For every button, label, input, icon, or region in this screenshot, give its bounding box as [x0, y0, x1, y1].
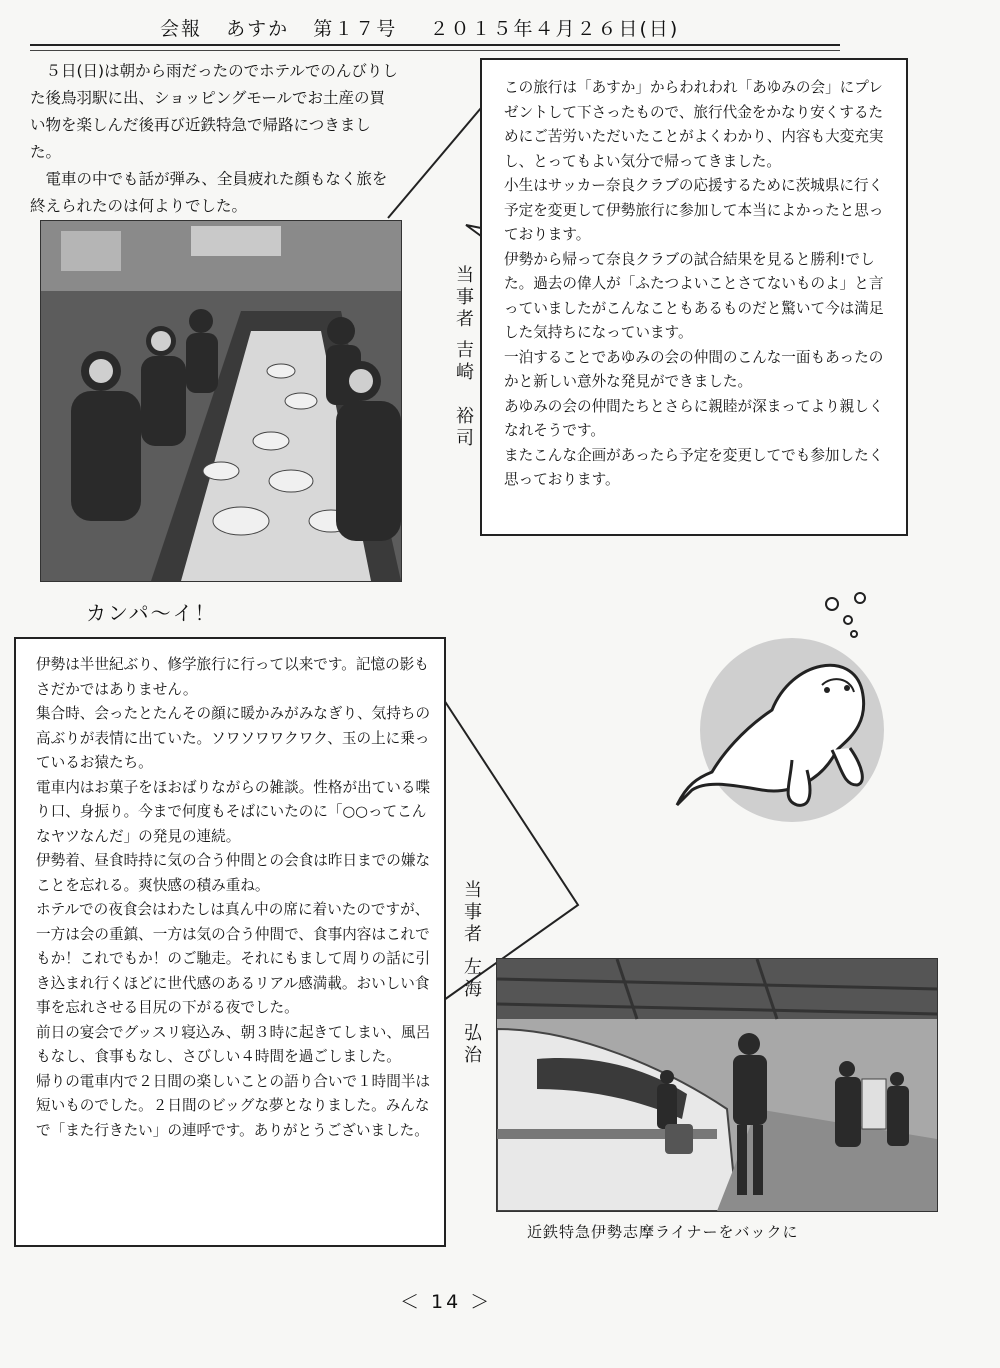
bubble-paragraph: 電車内はお菓子をほおばりながらの雑談。性格が出ている喋り口、身振り。今まで何度もそばにいたのに「○○ってこんなヤツなんだ」の発見の連続。 [36, 778, 431, 845]
photo-caption-train: 近鉄特急伊勢志摩ライナーをバックに [527, 1223, 799, 1241]
page-number: ＜ 14 ＞ [400, 1291, 493, 1313]
bubble-paragraph: 伊勢は半世紀ぶり、修学旅行に行って以来です。記憶の影もさだかではありません。 [36, 656, 429, 698]
bubble-paragraph: 前日の宴会でグッスリ寝込み、朝３時に起きてしまい、風呂もなし、食事もなし、さびしい４時間を過ごしました。 [36, 1023, 431, 1065]
dinner-party-photo [40, 220, 402, 582]
newsletter-name: 会報 [160, 18, 203, 40]
author-name: 左海 弘治 [461, 957, 482, 1067]
bubble-paragraph: 伊勢から帰って奈良クラブの試合結果を見ると勝利!でした。過去の偉人が「ふたつよいことさてないものよ」と言っていましたがこんなこともあるものだと驚いて今は満足した気持ちになっています。 [504, 250, 884, 341]
bubble-paragraph: またこんな企画があったら予定を変更してでも参加したく思っております。 [504, 446, 884, 488]
bubble-paragraph: 小生はサッカー奈良クラブの応援するために茨城県に行く予定を変更して伊勢旅行に参加して本当によかったと思っております。 [504, 177, 884, 243]
issue-date: ２０１５年４月２６日(日) [429, 18, 680, 40]
bubble-paragraph: 集合時、会ったとたんその顔に暖かみがみなぎり、気持ちの高ぶりが表情に出ていた。ソワソワワクワク、玉の上に乗っているお猿たち。 [36, 705, 431, 771]
speech-bubble-sakai [14, 637, 446, 1247]
bubble-paragraph: あゆみの会の仲間たちとさらに親睦が深まってより親しくなれそうです。 [504, 397, 884, 439]
bubble-paragraph: 一泊することであゆみの会の仲間のこんな一面もあったのかと新しい意外な発見ができました。 [504, 348, 884, 390]
bubble-paragraph: この旅行は「あすか」からわれわれ「あゆみの会」にプレゼントして下さったもので、旅行代金をかなり安くするためにご苦労いただいたことがよくわかり、内容も大変充実し、とってもよい気分で帰ってきました。 [504, 79, 884, 170]
author-role: 当事者 [453, 265, 474, 331]
issue-number: 第１７号 [313, 18, 398, 40]
train-station-photo [496, 958, 938, 1212]
bubble-paragraph: 帰りの電車内で２日間の楽しいことの語り合いで１時間半は短いものでした。２日間のビッグな夢となりました。みんなで「また行きたい」の連呼です。ありがとうございました。 [36, 1072, 431, 1139]
intro-paragraph: 電車の中でも話が弾み、全員疲れた顔もなく旅を終えられたのは何よりでした。 [30, 170, 388, 215]
bubble-paragraph: ホテルでの夜食会はわたしは真ん中の席に着いたのですが、一方は会の重鎮、一方は気の合う仲間で、食事内容はこれでもか！これでもか！のご馳走。それにもまして周りの話に引き込まれ行くほどに世代感のあるリアル感満載。おいしい食事を忘れさせる目尻の下がる夜でした。 [36, 901, 431, 1016]
speech-bubble-yoshizaki [480, 58, 908, 536]
intro-paragraph: ５日(日)は朝から雨だったのでホテルでのんびりした後鳥羽駅に出、ショッピングモールでお土産の買い物を楽しんだ後再び近鉄特急で帰路につきました。 [30, 62, 398, 161]
photo-caption-cheers: カンパ～イ！ [86, 601, 217, 625]
author-name: 吉崎 裕司 [453, 340, 474, 450]
org-name: あすか [226, 18, 290, 40]
author-role: 当事者 [461, 880, 482, 946]
dugong-illustration [672, 590, 902, 830]
bubble-paragraph: 伊勢着、昼食時持に気の合う仲間との会食は昨日までの嫌なことを忘れる。爽快感の積み重ね。 [36, 852, 431, 894]
